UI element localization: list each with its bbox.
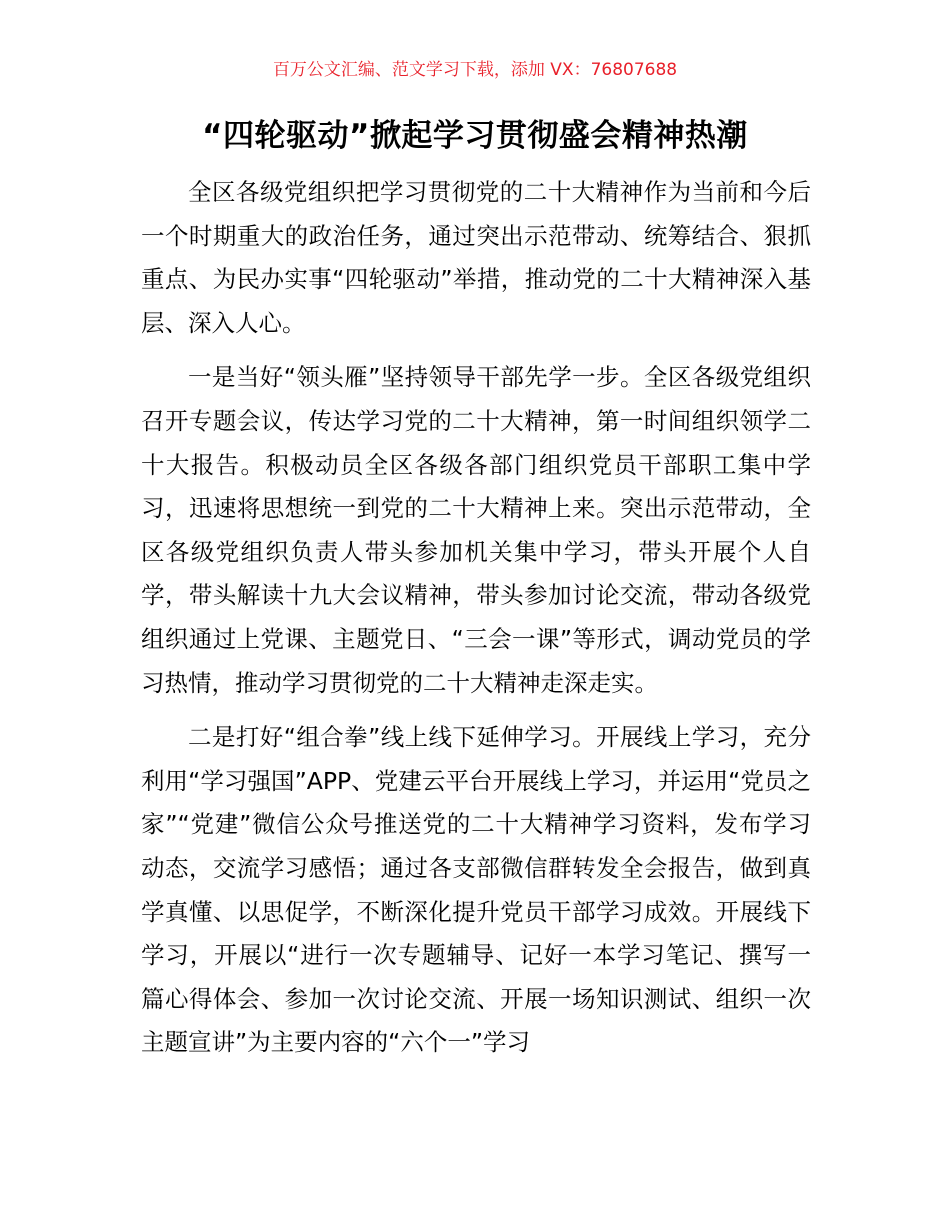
paragraph-point-two: 二是打好“组合拳”线上线下延伸学习。开展线上学习，充分利用“学习强国”APP、党建云平台开展线上学习，并运用“党员之家”“党建”微信公众号推送党的二十大精神学习资料，发布学习动态，交流学习感悟；通过各支部微信群转发全会报告，做到真学真懂、以思促学，不断深化提升党员干部学习成效。开展线下学习，开展以“进行一次专题辅导、记好一本学习笔记、撰写一篇心得体会、参加一次讨论交流、开展一场知识测试、组织一次主题宣讲”为主要内容的“六个一”学习	[141, 723, 811, 1057]
document-body	[141, 171, 811, 1076]
paragraph-intro: 全区各级党组织把学习贯彻党的二十大精神作为当前和今后一个时期重大的政治任务，通过突出示范带动、统筹结合、狠抓重点、为民办实事“四轮驱动”举措，推动党的二十大精神深入基层、深入人心。	[141, 178, 811, 337]
paragraph-point-one: 一是当好“领头雁”坚持领导干部先学一步。全区各级党组织召开专题会议，传达学习党的二十大精神，第一时间组织领学二十大报告。积极动员全区各级各部门组织党员干部职工集中学习，迅速将思想统一到党的二十大精神上来。突出示范带动，全区各级党组织负责人带头参加机关集中学习，带头开展个人自学，带头解读十九大会议精神，带头参加讨论交流，带动各级党组织通过上党课、主题党日、“三会一课”等形式，调动党员的学习热情，推动学习贯彻党的二十大精神走深走实。	[141, 363, 811, 697]
header-watermark: 百万公文汇编、范文学习下载，添加 VX：76807688	[272, 60, 678, 80]
document-title: “四轮驱动”掀起学习贯彻盛会精神热潮	[202, 118, 748, 154]
